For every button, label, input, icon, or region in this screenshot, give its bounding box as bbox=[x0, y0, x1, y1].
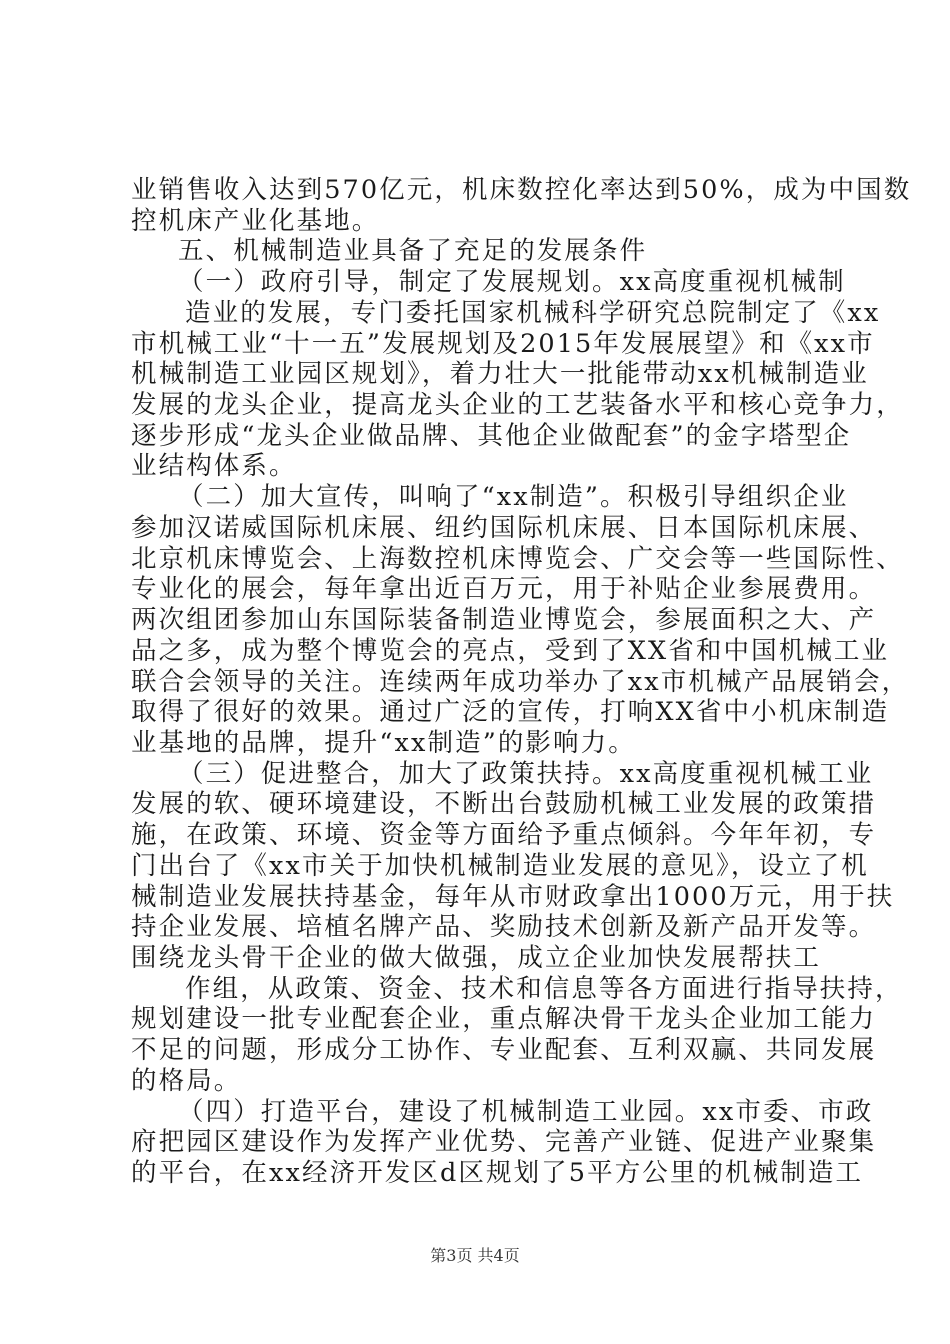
text-line: 参加汉诺威国际机床展、纽约国际机床展、日本国际机床展、 bbox=[131, 513, 877, 543]
text-line: 府把园区建设作为发挥产业优势、完善产业链、促进产业聚集 bbox=[131, 1127, 877, 1157]
text-line: 作组，从政策、资金、技术和信息等各方面进行指导扶持， bbox=[185, 974, 903, 1004]
text-line: 发展的龙头企业，提高龙头企业的工艺装备水平和核心竞争力， bbox=[131, 390, 904, 420]
text-line: 的平台，在xx经济开发区d区规划了5平方公里的机械制造工 bbox=[131, 1158, 864, 1188]
text-line: 规划建设一批专业配套企业，重点解决骨干龙头企业加工能力 bbox=[131, 1004, 877, 1034]
text-line: 业销售收入达到570亿元，机床数控化率达到50%，成为中国数 bbox=[131, 175, 912, 205]
text-line: 取得了很好的效果。通过广泛的宣传，打响XX省中小机床制造 bbox=[131, 697, 890, 727]
text-line: （四）打造平台，建设了机械制造工业园。xx市委、市政 bbox=[178, 1097, 874, 1127]
text-line: 发展的软、硬环境建设，不断出台鼓励机械工业发展的政策措 bbox=[131, 789, 877, 819]
text-line: 机械制造工业园区规划》，着力壮大一批能带动xx机械制造业 bbox=[131, 359, 869, 389]
text-line: （一）政府引导，制定了发展规划。xx高度重视机械制 bbox=[178, 267, 846, 297]
text-line: 控机床产业化基地。 bbox=[131, 206, 380, 236]
text-line: 造业的发展，专门委托国家机械科学研究总院制定了《xx bbox=[185, 298, 881, 328]
text-line: 持企业发展、培植名牌产品、奖励技术创新及新产品开发等。 bbox=[131, 912, 877, 942]
text-line: 的格局。 bbox=[131, 1066, 242, 1096]
text-line: 联合会领导的关注。连续两年成功举办了xx市机械产品展销会， bbox=[131, 667, 910, 697]
page-footer: 第3页 共4页 bbox=[430, 1246, 520, 1265]
text-line: 市机械工业“十一五”发展规划及2015年发展展望》和《xx市 bbox=[131, 329, 875, 359]
text-line: 不足的问题，形成分工协作、专业配套、互利双赢、共同发展 bbox=[131, 1035, 877, 1065]
text-line: 门出台了《xx市关于加快机械制造业发展的意见》，设立了机 bbox=[131, 851, 869, 881]
text-line: 品之多，成为整个博览会的亮点，受到了XX省和中国机械工业 bbox=[131, 636, 890, 666]
text-line: 围绕龙头骨干企业的做大做强，成立企业加快发展帮扶工 bbox=[131, 943, 822, 973]
text-line: 业基地的品牌，提升“xx制造”的影响力。 bbox=[131, 728, 636, 758]
text-line: 两次组团参加山东国际装备制造业博览会，参展面积之大、产 bbox=[131, 605, 877, 635]
text-line: 逐步形成“龙头企业做品牌、其他企业做配套”的金字塔型企 bbox=[131, 421, 852, 451]
text-line: 专业化的展会，每年拿出近百万元，用于补贴企业参展费用。 bbox=[131, 574, 877, 604]
text-line: （二）加大宣传，叫响了“xx制造”。积极引导组织企业 bbox=[178, 482, 849, 512]
text-line: （三）促进整合，加大了政策扶持。xx高度重视机械工业 bbox=[178, 759, 874, 789]
section-heading: 五、机械制造业具备了充足的发展条件 bbox=[178, 236, 648, 266]
text-line: 施，在政策、环境、资金等方面给予重点倾斜。今年年初，专 bbox=[131, 820, 877, 850]
text-line: 北京机床博览会、上海数控机床博览会、广交会等一些国际性、 bbox=[131, 544, 904, 574]
text-line: 业结构体系。 bbox=[131, 451, 297, 481]
text-line: 械制造业发展扶持基金，每年从市财政拿出1000万元，用于扶 bbox=[131, 882, 895, 912]
